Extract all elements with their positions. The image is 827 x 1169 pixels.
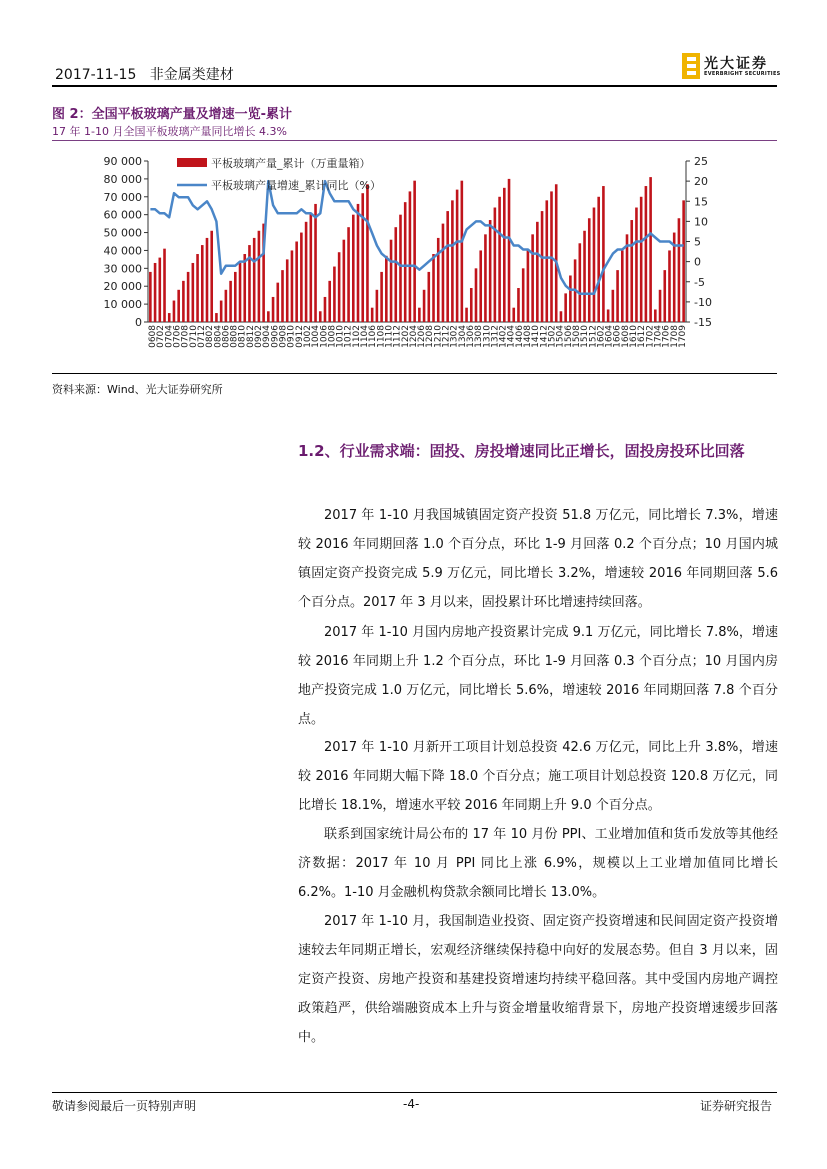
right-tick-label: 15 [694, 195, 708, 209]
bar [456, 190, 459, 322]
header-date-industry [55, 64, 234, 84]
bar [564, 293, 567, 322]
x-tick-label: 1008 [327, 325, 338, 348]
x-tick-label: 1602 [596, 325, 607, 348]
right-tick-label: 25 [694, 155, 708, 168]
bar [569, 275, 572, 322]
bar [517, 288, 520, 322]
figure-source: 资料来源：Wind、光大证券研究所 [52, 383, 223, 396]
legend-bar-label: 平板玻璃产量_累计（万重量箱） [211, 157, 371, 170]
bar [654, 309, 657, 322]
x-tick-label: 1312 [490, 325, 501, 348]
x-tick-label: 1012 [343, 325, 354, 348]
bar [418, 308, 421, 322]
x-tick-label: 0806 [221, 325, 232, 348]
x-tick-label: 0808 [229, 325, 240, 348]
bar [225, 290, 228, 322]
bar [545, 200, 548, 322]
x-tick-label: 1508 [572, 325, 582, 348]
bar [333, 267, 336, 322]
x-tick-label: 0804 [213, 325, 224, 348]
bar [446, 211, 449, 322]
bar [253, 238, 256, 322]
bar [314, 204, 317, 322]
bar [149, 272, 152, 322]
bar [215, 313, 218, 322]
bar [229, 281, 232, 322]
x-tick-label: 1502 [547, 325, 558, 348]
footer-report-type: 证券研究报告 [700, 1099, 773, 1113]
bar [640, 197, 643, 322]
bar [579, 243, 582, 322]
logo-mark-icon [682, 53, 700, 79]
x-tick-label: 1210 [433, 325, 444, 348]
paragraph-5: 2017 年 1-10 月，我国制造业投资、固定资产投资增速和民间固定资产投资增速较去年同期正增长，宏观经济继续保持稳中向好的发展态势。但自 3 月以来，固定资产投资、房地产投资和基建投资增速均持续平稳回落。其中受国内房地产调控政策趋严，供给端融资成本上升与资金增量收缩背景下，房地产投资增速缓步回落中。 [298, 914, 778, 1045]
bar [484, 234, 487, 322]
left-tick-label: 20 000 [103, 280, 142, 294]
paragraph-1: 2017 年 1-10 月我国城镇固定资产投资 51.8 万亿元，同比增长 7.3%，增速较 2016 年同期回落 1.0 个百分点，环比 1-9 月回落 0.2 个百分点；10 月国内城镇固定资产投资完成 5.9 万亿元，同比增长 3.2%，增速较 2016 年同期回落 5.6 个百分点。2017 年 3 月以来，固投累计环比增速持续回落。 [298, 508, 778, 610]
left-tick-label: 0 [135, 316, 142, 329]
bar [437, 238, 440, 322]
x-tick-label: 1010 [335, 325, 346, 348]
bar [649, 177, 652, 322]
x-tick-label: 1110 [384, 325, 395, 348]
x-tick-label: 1304 [457, 325, 468, 348]
bar [347, 227, 350, 322]
x-tick-label: 0706 [172, 325, 183, 348]
bar [371, 308, 374, 322]
bar [243, 254, 246, 322]
bar [182, 281, 185, 322]
x-tick-label: 0702 [156, 325, 167, 348]
logo-text-cn: 光大证券 [704, 56, 768, 72]
bar [394, 227, 397, 322]
x-tick-label: 1709 [677, 325, 688, 348]
left-tick-label: 10 000 [103, 298, 142, 312]
x-tick-label: 1612 [637, 325, 648, 348]
x-tick-label: 1512 [588, 325, 599, 348]
x-tick-label: 1206 [417, 325, 428, 348]
legend-line-label: 平板玻璃产量增速_累计同比（%） [211, 179, 381, 192]
x-tick-label: 1402 [498, 325, 509, 348]
footer-disclaimer: 敬请参阅最后一页特别声明 [52, 1099, 197, 1113]
bar [645, 186, 648, 322]
bar [527, 250, 530, 322]
bar [442, 224, 445, 322]
x-tick-label: 1604 [604, 325, 615, 348]
bar [451, 200, 454, 322]
bar [583, 231, 586, 322]
bar [489, 220, 492, 322]
logo-text-en: EVERBRIGHT SECURITIES [704, 71, 781, 77]
bar [366, 184, 369, 322]
figure-subtitle: 17 年 1-10 月全国平板玻璃产量同比增长 4.3% [52, 125, 287, 138]
bar [470, 288, 473, 322]
bar [593, 208, 596, 322]
right-tick-label: -15 [694, 316, 712, 329]
bar [173, 301, 176, 322]
x-tick-label: 0608 [148, 325, 159, 348]
left-tick-label: 50 000 [103, 226, 142, 240]
x-tick-label: 0908 [278, 325, 289, 348]
x-tick-label: 1306 [466, 325, 476, 348]
x-tick-label: 1410 [531, 325, 542, 348]
bar [399, 215, 402, 322]
x-tick-label: 1406 [514, 325, 525, 348]
x-tick-label: 1004 [311, 325, 322, 348]
bar [541, 211, 544, 322]
bar [404, 202, 407, 322]
x-tick-label: 1510 [580, 325, 591, 348]
x-tick-label: 0902 [254, 325, 264, 348]
figure-title: 图 2：全国平板玻璃产量及增速一览-累计 [52, 107, 292, 122]
bar [602, 186, 605, 322]
bar [682, 200, 685, 322]
bar [494, 208, 497, 322]
x-tick-label: 1408 [523, 325, 533, 348]
bar [210, 231, 213, 322]
x-tick-label: 1006 [319, 325, 330, 348]
bar [286, 259, 289, 322]
bar [663, 270, 666, 322]
bar [272, 297, 275, 322]
figure-top-rule [52, 140, 777, 141]
left-tick-label: 40 000 [103, 244, 142, 258]
bar [409, 191, 412, 322]
bar [305, 222, 308, 322]
bar [428, 272, 431, 322]
bar [512, 308, 515, 322]
x-tick-label: 1706 [661, 325, 672, 348]
bar [343, 240, 346, 322]
paragraph-2: 2017 年 1-10 月国内房地产投资累计完成 9.1 万亿元，同比增长 7.8%，增速较 2016 年同期上升 1.2 个百分点，环比 1-9 月回落 0.3 个百分点；10 月国内房地产投资完成 1.0 万亿元，同比增长 5.6%，增速较 2016 年同期回落 7.8 个百分点。 [298, 625, 778, 727]
bar [187, 272, 190, 322]
bar [503, 188, 506, 322]
legend-bar-swatch [177, 158, 207, 167]
section-title: 1.2、行业需求端：固投、房投增速同比正增长，固投房投环比回落 [298, 442, 745, 460]
bar [616, 270, 619, 322]
x-tick-label: 1204 [408, 325, 419, 348]
bar [380, 272, 383, 322]
left-tick-label: 80 000 [103, 172, 142, 186]
bar [352, 215, 355, 322]
bar [196, 254, 199, 322]
x-tick-label: 1412 [539, 325, 550, 348]
x-tick-label: 1404 [506, 325, 517, 348]
x-tick-label: 0810 [237, 325, 248, 348]
x-tick-label: 0904 [262, 325, 273, 348]
bar [465, 308, 468, 322]
x-tick-label: 1212 [441, 325, 452, 348]
bar [390, 240, 393, 322]
bar [192, 263, 195, 322]
left-tick-label: 30 000 [103, 262, 142, 276]
right-tick-label: 0 [694, 255, 701, 269]
left-tick-label: 60 000 [103, 208, 142, 222]
bar [338, 252, 341, 322]
bar [385, 256, 388, 322]
bar [475, 268, 478, 322]
bar [276, 283, 279, 322]
x-tick-label: 1102 [351, 325, 362, 348]
bar [560, 311, 563, 322]
left-tick-label: 70 000 [103, 190, 142, 204]
x-tick-label: 1308 [474, 325, 485, 348]
right-tick-label: -5 [694, 275, 705, 289]
bar [536, 222, 539, 322]
left-tick-label: 90 000 [103, 155, 142, 168]
bar [319, 311, 322, 322]
x-tick-label: 0912 [294, 325, 305, 348]
header-industry: 非金属类建材 [149, 67, 234, 83]
bar [310, 213, 313, 322]
bar [555, 184, 558, 322]
x-tick-label: 1208 [425, 325, 436, 348]
bar [177, 290, 180, 322]
x-tick-label: 1608 [620, 325, 631, 348]
paragraph-3: 2017 年 1-10 月新开工项目计划总投资 42.6 万亿元，同比上升 3.8%，增速较 2016 年同期大幅下降 18.0 个百分点；施工项目计划总投资 120.8 万亿元，同比增长 18.1%，增速水平较 2016 年同期上升 9.0 个百分点。 [298, 740, 778, 813]
x-tick-label: 1704 [653, 325, 664, 348]
paragraph-4: 联系到国家统计局公布的 17 年 10 月份 PPI、工业增加值和货币发放等其他经济数据：2017 年 10 月 PPI 同比上涨 6.9%，规模以上工业增加值同比增长 6.2%。1-10 月金融机构贷款余额同比增长 13.0%。 [298, 827, 778, 900]
bar [324, 297, 327, 322]
bar [361, 193, 364, 322]
x-tick-label: 0704 [164, 325, 175, 348]
x-tick-label: 1106 [368, 325, 379, 348]
x-tick-label: 1606 [612, 325, 623, 348]
bar [159, 258, 162, 322]
bar [498, 197, 501, 322]
x-tick-label: 1708 [669, 325, 680, 348]
bar [630, 220, 633, 322]
bar [206, 238, 209, 322]
bar [678, 218, 681, 322]
bar [168, 313, 171, 322]
figure-bottom-rule [52, 373, 777, 374]
bar [597, 197, 600, 322]
x-tick-label: 1504 [555, 325, 566, 348]
x-tick-label: 0906 [270, 325, 281, 348]
bar [281, 270, 284, 322]
x-tick-label: 1302 [449, 325, 460, 348]
x-tick-label: 1108 [376, 325, 387, 348]
bar [531, 234, 534, 322]
bar [328, 281, 331, 322]
brand-logo [682, 53, 782, 81]
bar [413, 181, 416, 322]
x-tick-label: 1104 [360, 325, 370, 348]
bar [220, 301, 223, 322]
bar [239, 263, 242, 322]
bar [621, 250, 624, 322]
x-tick-label: 1506 [563, 325, 574, 348]
bar [300, 233, 303, 322]
glass-output-chart [52, 143, 777, 371]
bar [635, 208, 638, 322]
right-tick-label: -10 [694, 295, 712, 309]
right-tick-label: 5 [694, 235, 701, 249]
bar [295, 242, 298, 323]
bar [376, 290, 379, 322]
x-tick-label: 1002 [303, 325, 313, 348]
bar [357, 204, 360, 322]
bar [508, 179, 511, 322]
bar [522, 268, 525, 322]
header-rule [52, 85, 777, 87]
x-tick-label: 1610 [629, 325, 639, 348]
x-tick-label: 0802 [205, 325, 216, 348]
bar [479, 250, 482, 322]
header-date: 2017-11-15 [55, 67, 137, 83]
footer-rule [52, 1092, 777, 1093]
x-tick-label: 1202 [400, 325, 411, 348]
footer-page-number: -4- [403, 1097, 420, 1111]
x-tick-label: 0710 [188, 325, 199, 348]
bar [423, 290, 426, 322]
bar [659, 290, 662, 322]
x-tick-label: 1702 [645, 325, 656, 348]
bar [267, 311, 270, 322]
bar [612, 290, 615, 322]
x-tick-label: 1112 [392, 325, 403, 348]
bar [201, 245, 204, 322]
right-tick-label: 20 [694, 175, 708, 189]
right-tick-label: 10 [694, 215, 708, 229]
bar [588, 218, 591, 322]
bar [668, 250, 671, 322]
x-tick-label: 0812 [245, 325, 256, 348]
bar [258, 231, 261, 322]
bar [607, 309, 610, 322]
bar [291, 250, 294, 322]
x-tick-label: 0708 [180, 325, 191, 348]
bar [461, 181, 464, 322]
bar [154, 263, 157, 322]
x-tick-label: 0910 [286, 325, 297, 348]
bar [163, 249, 166, 322]
bar [432, 254, 435, 322]
bar [234, 272, 237, 322]
x-tick-label: 0712 [197, 325, 207, 348]
x-tick-label: 1310 [482, 325, 493, 348]
